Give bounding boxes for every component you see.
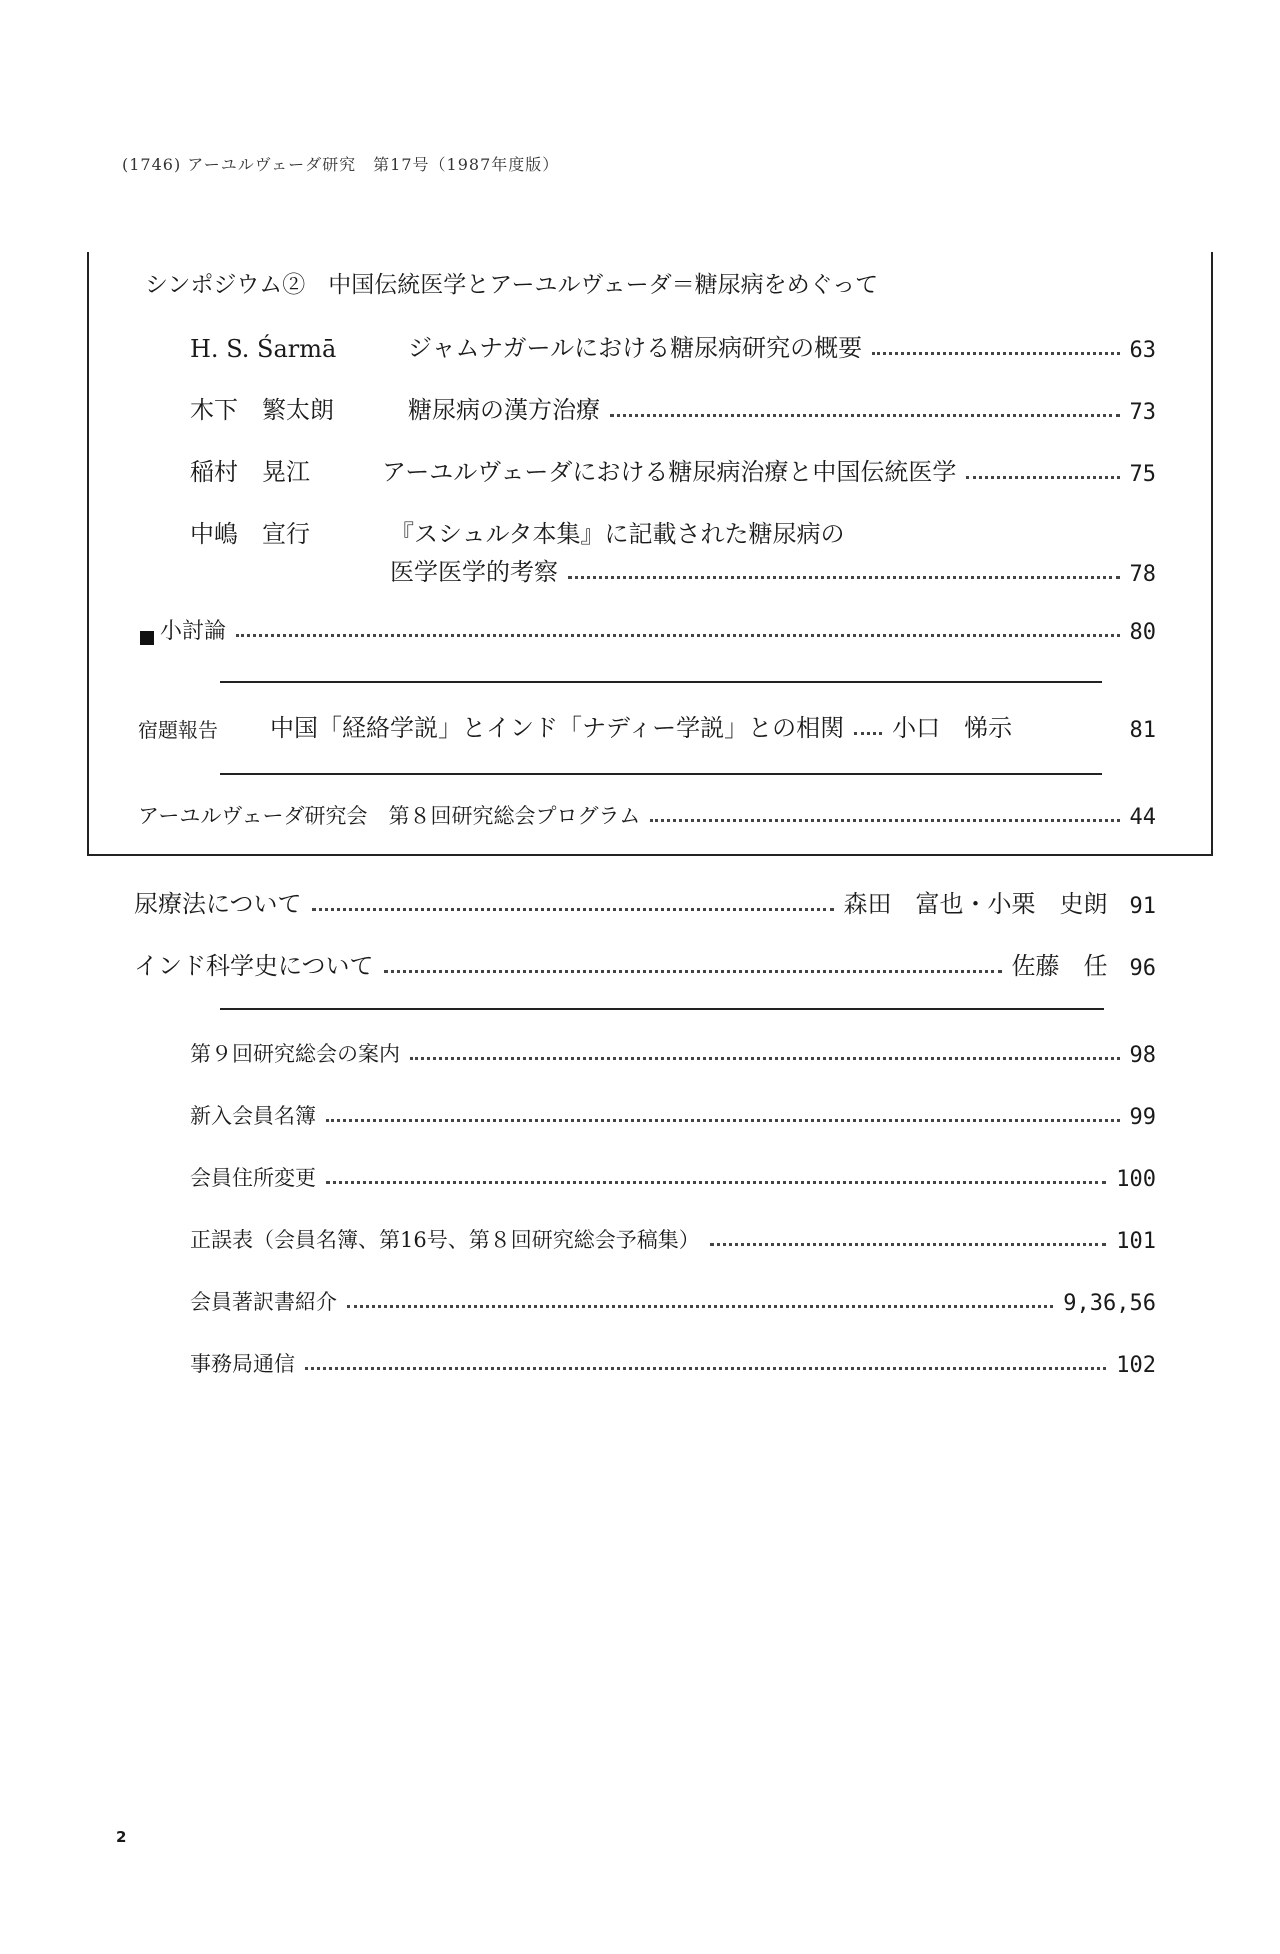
dot-leader [312,908,834,911]
toc-entry[interactable] [190,452,1156,487]
entry-page: 63 [1129,338,1156,363]
entry-page: 73 [1129,400,1156,425]
entry-page: 9,36,56 [1063,1291,1156,1316]
toc-entry-article[interactable] [134,884,1156,919]
dot-leader [710,1243,1107,1246]
dot-leader [966,476,1119,479]
toc-entry-misc[interactable] [190,1224,1156,1254]
entry-page: 98 [1129,1043,1156,1068]
page-folio: 2 [116,1828,127,1846]
entry-author: 中嶋 宣行 [190,520,310,548]
report-label: 宿題報告 [138,718,218,742]
dot-leader [610,414,1120,417]
entry-title: 中国「経絡学説」とインド「ナディー学説」との相関 [270,714,845,742]
entry-title: 事務局通信 [190,1352,295,1376]
entry-page: 99 [1129,1105,1156,1130]
toc-entry-discussion[interactable] [140,614,1156,645]
entry-page: 101 [1116,1229,1156,1254]
toc-entry[interactable] [190,328,1156,363]
dot-leader [650,819,1119,822]
entry-author: 木下 繁太朗 [190,396,334,424]
entry-page: 102 [1116,1353,1156,1378]
dot-leader [410,1057,1120,1060]
entry-title: 新入会員名簿 [190,1104,316,1128]
toc-entry-continuation[interactable] [390,552,1156,587]
dot-leader [872,352,1119,355]
entry-title: 尿療法について [134,890,302,918]
dot-leader [347,1305,1053,1308]
entry-page: 75 [1129,462,1156,487]
entry-title: インド科学史について [134,952,374,980]
entry-page: 91 [1129,894,1156,919]
dot-leader [384,970,1002,973]
entry-page: 78 [1129,562,1156,587]
entry-page: 96 [1129,956,1156,981]
toc-entry-misc[interactable] [190,1100,1156,1130]
toc-entry-misc[interactable] [190,1286,1156,1316]
entry-title: 糖尿病の漢方治療 [408,396,600,424]
entry-title: 会員住所変更 [190,1166,316,1190]
entry-title: 第９回研究総会の案内 [190,1042,400,1066]
toc-entry-misc[interactable] [190,1348,1156,1378]
entry-page: 100 [1116,1167,1156,1192]
divider [220,681,1102,683]
entry-title-line2: 医学医学的考察 [390,558,558,586]
entry-author: 小口 悌示 [892,714,1013,742]
toc-entry-misc[interactable] [190,1162,1156,1192]
entry-title: アーユルヴェーダにおける糖尿病治療と中国伝統医学 [382,458,957,486]
entry-title: 小討論 [160,619,227,644]
entry-title-line1: 『スシュルタ本集』に記載された糖尿病の [390,520,845,548]
entry-author: 稲村 晃江 [190,458,310,486]
toc-entry-report[interactable] [138,708,1156,743]
toc-entry-program[interactable] [138,800,1156,830]
entry-title: アーユルヴェーダ研究会 第８回研究総会プログラム [138,804,641,828]
symposium-title: シンポジウム② 中国伝統医学とアーユルヴェーダ＝糖尿病をめぐって [145,272,879,298]
dot-leader [305,1367,1106,1370]
divider [220,1008,1104,1010]
toc-entry-article[interactable] [134,946,1156,981]
dot-leader [326,1119,1120,1122]
entry-title: 会員著訳書紹介 [190,1290,337,1314]
entry-title: ジャムナガールにおける糖尿病研究の概要 [408,334,863,362]
toc-entry-misc[interactable] [190,1038,1156,1068]
square-bullet-icon [140,631,154,645]
toc-entry[interactable] [190,514,1156,549]
entry-author: 佐藤 任 [1011,952,1108,980]
toc-entry[interactable] [190,390,1156,425]
entry-page: 44 [1129,805,1156,830]
entry-author: 森田 富也・小栗 史朗 [843,890,1108,918]
entry-author: H. S. Śarmā [190,335,337,363]
dot-leader [326,1181,1106,1184]
dot-leader [568,576,1120,579]
dot-leader [236,634,1119,637]
entry-page: 81 [1129,718,1156,743]
entry-page: 80 [1129,620,1156,645]
divider [220,773,1102,775]
running-header: (1746) アーユルヴェーダ研究 第17号（1987年度版） [122,155,560,174]
dot-leader [854,732,882,735]
entry-title: 正誤表（会員名簿、第16号、第８回研究総会予稿集） [190,1228,700,1252]
